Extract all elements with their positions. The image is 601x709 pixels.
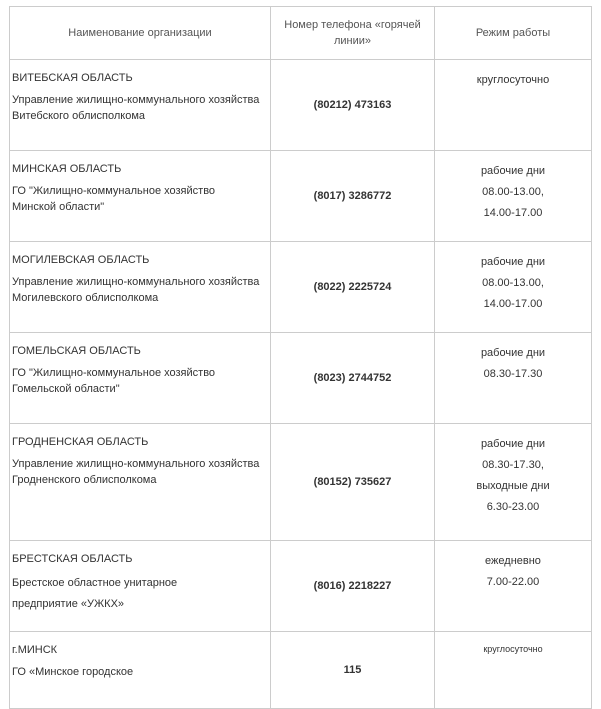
- hours-line: 08.30-17.30,: [482, 459, 544, 471]
- region-name: г.МИНСК: [12, 644, 58, 656]
- phone-number: (8017) 3286772: [271, 151, 435, 242]
- table-row: [10, 60, 592, 151]
- organization-name: Управление жилищно-коммунального хозяйства Могилевского облисполкома: [12, 276, 260, 304]
- phone-number: (8022) 2225724: [271, 242, 435, 333]
- table-row: [10, 151, 592, 242]
- table-row: [10, 632, 592, 709]
- organization-cell: [10, 151, 271, 242]
- working-hours: [435, 242, 592, 333]
- working-hours: [435, 541, 592, 632]
- organization-name: Управление жилищно-коммунального хозяйства Витебского облисполкома: [12, 94, 260, 122]
- phone-number: (8016) 2218227: [271, 541, 435, 632]
- organization-cell: [10, 242, 271, 333]
- hours-line: 14.00-17.00: [483, 207, 543, 219]
- organization-cell: [10, 541, 271, 632]
- region-name: ВИТЕБСКАЯ ОБЛАСТЬ: [12, 72, 133, 84]
- hours-line: 6.30-23.00: [486, 501, 540, 513]
- hours-line: круглосуточно: [483, 644, 543, 654]
- working-hours: [435, 632, 592, 709]
- hotline-table: [9, 6, 592, 709]
- phone-number: 115: [271, 632, 435, 709]
- hours-line: 08.00-13.00,: [482, 186, 544, 198]
- table-row: [10, 333, 592, 424]
- hours-line: рабочие дни: [480, 165, 546, 177]
- region-name: БРЕСТСКАЯ ОБЛАСТЬ: [12, 553, 133, 565]
- region-name: МИНСКАЯ ОБЛАСТЬ: [12, 163, 122, 175]
- organization-cell: [10, 632, 271, 709]
- phone-number: (80152) 735627: [271, 424, 435, 541]
- region-name: ГРОДНЕНСКАЯ ОБЛАСТЬ: [12, 436, 149, 448]
- region-name: МОГИЛЕВСКАЯ ОБЛАСТЬ: [12, 254, 150, 266]
- table-header-row: [10, 7, 592, 60]
- organization-name: предприятие «УЖКХ»: [12, 598, 125, 610]
- hours-line: 08.30-17.30: [483, 368, 543, 380]
- table-row: [10, 424, 592, 541]
- hours-line: выходные дни: [476, 480, 550, 492]
- organization-name: Брестское областное унитарное: [12, 577, 178, 589]
- hours-line: круглосуточно: [476, 74, 550, 86]
- hours-line: ежедневно: [485, 555, 541, 567]
- hours-line: рабочие дни: [480, 256, 546, 268]
- header-hours: Режим работы: [435, 7, 592, 60]
- working-hours: [435, 424, 592, 541]
- hours-line: рабочие дни: [480, 438, 546, 450]
- header-organization: Наименование организации: [10, 7, 271, 60]
- organization-name: ГО «Минское городское: [12, 666, 134, 678]
- working-hours: [435, 333, 592, 424]
- hours-line: 7.00-22.00: [486, 576, 540, 588]
- organization-cell: [10, 333, 271, 424]
- hours-line: 08.00-13.00,: [482, 277, 544, 289]
- organization-name: ГО "Жилищно-коммунальное хозяйство Минской области": [12, 185, 216, 213]
- hours-line: 14.00-17.00: [483, 298, 543, 310]
- table-row: [10, 242, 592, 333]
- organization-name: ГО "Жилищно-коммунальное хозяйство Гомельской области": [12, 367, 216, 395]
- region-name: ГОМЕЛЬСКАЯ ОБЛАСТЬ: [12, 345, 141, 357]
- working-hours: [435, 60, 592, 151]
- organization-cell: [10, 60, 271, 151]
- organization-name: Управление жилищно-коммунального хозяйства Гродненского облисполкома: [12, 458, 260, 486]
- organization-cell: [10, 424, 271, 541]
- table-row: [10, 541, 592, 632]
- phone-number: (8023) 2744752: [271, 333, 435, 424]
- working-hours: [435, 151, 592, 242]
- phone-number: (80212) 473163: [271, 60, 435, 151]
- hours-line: рабочие дни: [480, 347, 546, 359]
- header-phone: Номер телефона «горячей линии»: [271, 7, 435, 60]
